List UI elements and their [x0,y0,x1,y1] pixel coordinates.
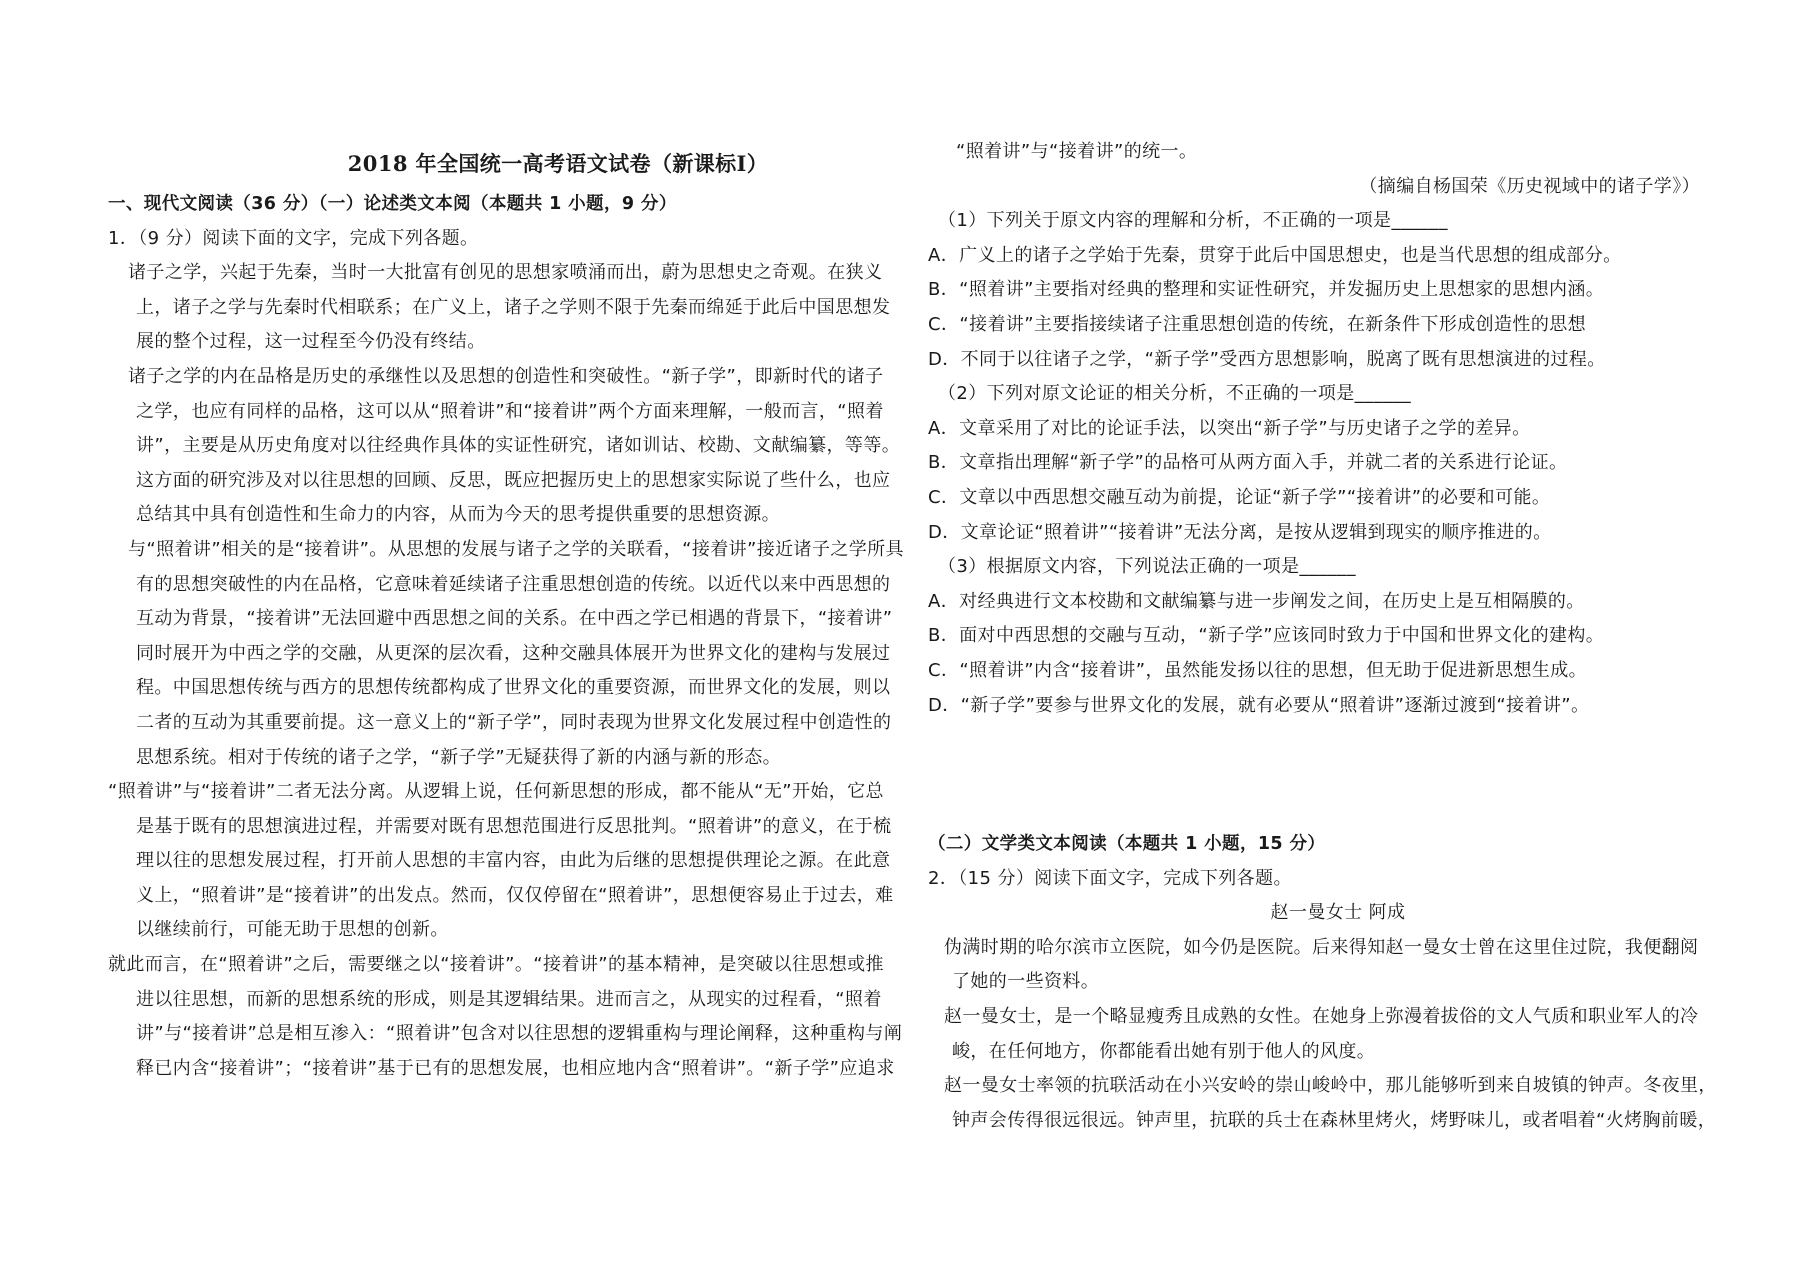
paragraph-line: 总结其中具有创造性和生命力的内容，从而为今天的思考提供重要的思想资源。 [136,504,780,526]
option-c[interactable]: C．文章以中西思想交融互动为前提，论证“新子学”“接着讲”的必要和可能。 [928,486,1551,508]
spacer [928,723,1728,827]
paragraph-line: 讲”与“接着讲”总是相互渗入：“照着讲”包含对以往思想的逻辑重构与理论阐释，这种重构与阐 [136,1023,903,1045]
paragraph-line: 互动为背景，“接着讲”无法回避中西思想之间的关系。在中西之学已相遇的背景下，“接着讲” [136,608,893,630]
paragraph-line: 思想系统。相对于传统的诸子之学，“新子学”无疑获得了新的内涵与新的形态。 [136,746,782,768]
option-d[interactable]: D．不同于以往诸子之学，“新子学”受西方思想影响，脱离了既有思想演进的过程。 [928,348,1606,370]
paragraph-line: 程。中国思想传统与西方的思想传统都构成了世界文化的重要资源，而世界文化的发展，则以 [136,677,891,699]
left-column [108,145,908,1086]
paragraph-line: 峻，在任何地方，你都能看出她有别于他人的风度。 [952,1040,1376,1062]
paragraph-line: 有的思想突破性的内在品格，它意味着延续诸子注重思想创造的传统。以近代以来中西思想的 [136,573,891,595]
paragraph-line: 以继续前行，可能无助于思想的创新。 [136,919,449,941]
option-a[interactable]: A．广义上的诸子之学始于先秦，贯穿于此后中国思想史，也是当代思想的组成部分。 [928,244,1622,266]
paragraph-line: 进以往思想，而新的思想系统的形成，则是其逻辑结果。进而言之，从现实的过程看，“照着 [136,988,882,1010]
option-b[interactable]: B．面对中西思想的交融与互动，“新子学”应该同时致力于中国和世界文化的建构。 [928,625,1605,647]
paragraph-line: 就此而言，在“照着讲”之后，需要继之以“接着讲”。“接着讲”的基本精神，是突破以往思想或推 [108,954,884,976]
option-a[interactable]: A．文章采用了对比的论证手法，以突出“新子学”与历史诸子之学的差异。 [928,417,1531,439]
paragraph-line: “照着讲”与“接着讲”二者无法分离。从逻辑上说，任何新思想的形成，都不能从“无”开始，它总 [108,781,884,803]
paragraph-line: 同时展开为中西之学的交融，从更深的层次看，这种交融具体展开为世界文化的建构与发展过 [136,642,891,664]
sub-question-3: （3）根据原文内容，下列说法正确的一项是______ [938,556,1356,578]
sub-question-2: （2）下列对原文论证的相关分析，不正确的一项是______ [938,383,1412,405]
source-citation: （摘编自杨国荣《历史视域中的诸子学》） [1359,175,1700,197]
paragraph-line: 二者的互动为其重要前提。这一意义上的“新子学”，同时表现为世界文化发展过程中创造性的 [136,711,892,733]
paragraph-line: 讲”，主要是从历史角度对以往经典作具体的实证性研究，诸如训诂、校勘、文献编纂，等等。 [136,435,901,457]
paragraph-line: 赵一曼女士率领的抗联活动在小兴安岭的崇山峻岭中，那儿能够听到来自坡镇的钟声。冬夜里， [944,1075,1717,1097]
right-column [928,135,1728,1138]
paragraph-line: “照着讲”与“接着讲”的统一。 [956,141,1198,162]
option-b[interactable]: B．文章指出理解“新子学”的品格可从两方面入手，并就二者的关系进行论证。 [928,452,1568,474]
paragraph-line: 诸子之学，兴起于先秦，当时一大批富有创见的思想家喷涌而出，蔚为思想史之奇观。在狭义 [128,262,883,284]
paragraph-line: 释已内含“接着讲”；“接着讲”基于已有的思想发展，也相应地内含“照着讲”。“新子学”应追求 [136,1057,895,1079]
paragraph-line: 伪满时期的哈尔滨市立医院，如今仍是医院。后来得知赵一曼女士曾在这里住过院，我便翻阅 [944,936,1699,958]
option-c[interactable]: C．“照着讲”内含“接着讲”，虽然能发扬以往的思想，但无助于促进新思想生成。 [928,659,1588,681]
paragraph-line: 钟声会传得很远很远。钟声里，抗联的兵士在森林里烤火，烤野味儿，或者唱着“火烤胸前暖， [952,1109,1717,1131]
option-d[interactable]: D．“新子学”要参与世界文化的发展，就有必要从“照着讲”逐渐过渡到“接着讲”。 [928,694,1590,716]
paragraph-line: 是基于既有的思想演进过程，并需要对既有思想范围进行反思批判。“照着讲”的意义，在于梳 [136,815,892,837]
section-heading-1: 一、现代文阅读（36 分）（一）论述类文本阅（本题共 1 小题，9 分） [108,194,677,214]
story-title: 赵一曼女士 阿成 [1270,902,1406,924]
option-c[interactable]: C．“接着讲”主要指接续诸子注重思想创造的传统，在新条件下形成创造性的思想 [928,313,1587,335]
paragraph-line: 诸子之学的内在品格是历史的承继性以及思想的创造性和突破性。“新子学”，即新时代的诸子 [128,365,884,387]
paragraph-line: 义上，“照着讲”是“接着讲”的出发点。然而，仅仅停留在“照着讲”，思想便容易止于过去，难 [136,884,894,906]
question-1-intro: 1．（9 分）阅读下面的文字，完成下列各题。 [108,227,479,249]
paragraph-line: 与“照着讲”相关的是“接着讲”。从思想的发展与诸子之学的关联看，“接着讲”接近诸子之学所具 [128,538,904,560]
option-a[interactable]: A．对经典进行文本校勘和文献编纂与进一步阐发之间，在历史上是互相隔膜的。 [928,590,1585,612]
paragraph-line: 展的整个过程，这一过程至今仍没有终结。 [136,331,486,353]
sub-question-1: （1）下列关于原文内容的理解和分析，不正确的一项是______ [938,210,1448,232]
page-title: 2018 年全国统一高考语文试卷（新课标I） [347,151,769,176]
paragraph-line: 上，诸子之学与先秦时代相联系；在广义上，诸子之学则不限于先秦而绵延于此后中国思想发 [136,296,891,318]
option-d[interactable]: D．文章论证“照着讲”“接着讲”无法分离，是按从逻辑到现实的顺序推进的。 [928,521,1552,543]
section-heading-2: （二）文学类文本阅读（本题共 1 小题，15 分） [928,834,1326,855]
paragraph-line: 赵一曼女士，是一个略显瘦秀且成熟的女性。在她身上弥漫着拔俗的文人气质和职业军人的冷 [944,1006,1699,1028]
paragraph-line: 这方面的研究涉及对以往思想的回顾、反思，既应把握历史上的思想家实际说了些什么，也应 [136,469,891,491]
paragraph-line: 理以往的思想发展过程，打开前人思想的丰富内容，由此为后继的思想提供理论之源。在此意 [136,850,891,872]
question-2-intro: 2．（15 分）阅读下面文字，完成下列各题。 [928,867,1292,889]
option-b[interactable]: B．“照着讲”主要指对经典的整理和实证性研究，并发掘历史上思想家的思想内涵。 [928,279,1605,301]
paragraph-line: 了她的一些资料。 [952,971,1100,993]
paragraph-line: 之学，也应有同样的品格，这可以从“照着讲”和“接着讲”两个方面来理解，一般而言，“照着 [136,400,884,422]
